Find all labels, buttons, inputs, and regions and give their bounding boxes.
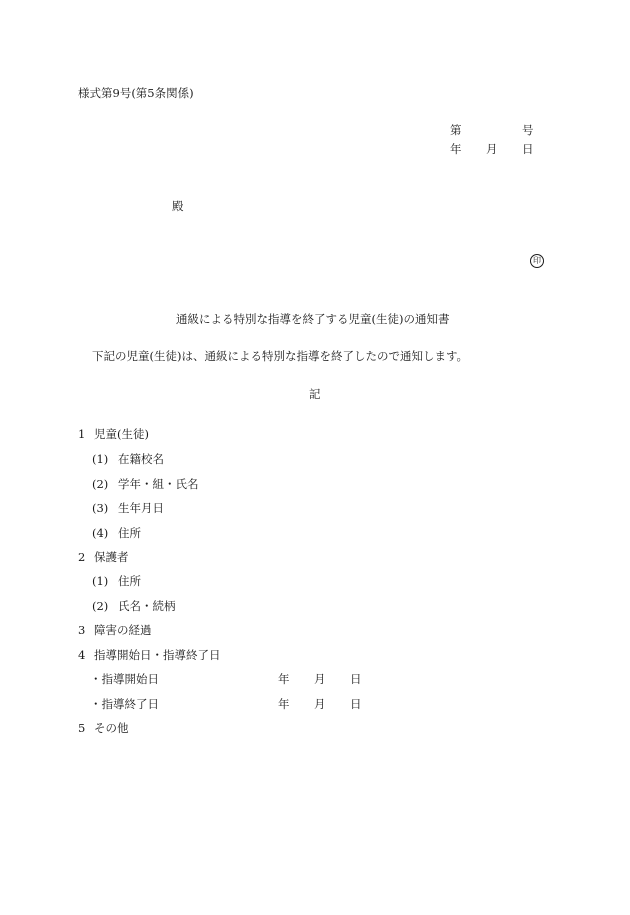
section-number: 5 xyxy=(78,721,86,735)
seal-mark: 印 xyxy=(530,254,544,268)
document-title: 通級による特別な指導を終了する児童(生徒)の通知書 xyxy=(176,312,450,326)
addressee-suffix: 殿 xyxy=(172,199,184,213)
item-label: 住所 xyxy=(118,574,141,588)
date-year: 年 xyxy=(450,142,462,156)
doc-number-prefix: 第 xyxy=(450,123,462,137)
section-number: 3 xyxy=(78,623,86,637)
item-label: 学年・組・氏名 xyxy=(118,477,199,491)
section-number: 1 xyxy=(78,427,86,441)
item-label: 在籍校名 xyxy=(118,452,164,466)
date-month: 月 xyxy=(486,142,498,156)
guidance-day: 日 xyxy=(350,697,362,711)
guidance-year: 年 xyxy=(278,697,290,711)
item-number: (1) xyxy=(92,574,109,588)
section-label: 児童(生徒) xyxy=(94,427,149,441)
item-number: (3) xyxy=(92,501,109,515)
item-number: (2) xyxy=(92,477,109,491)
section-label: 障害の経過 xyxy=(94,623,152,637)
guidance-label: ・指導開始日 xyxy=(90,672,159,686)
date-day: 日 xyxy=(522,142,534,156)
item-number: (4) xyxy=(92,526,109,540)
item-label: 住所 xyxy=(118,526,141,540)
section-number: 2 xyxy=(78,550,86,564)
guidance-month: 月 xyxy=(314,672,326,686)
guidance-month: 月 xyxy=(314,697,326,711)
section-label: 保護者 xyxy=(94,550,129,564)
item-label: 氏名・続柄 xyxy=(118,599,176,613)
form-label: 様式第9号(第5条関係) xyxy=(78,86,194,100)
section-label: 指導開始日・指導終了日 xyxy=(94,648,221,662)
item-number: (1) xyxy=(92,452,109,466)
item-label: 生年月日 xyxy=(118,501,164,515)
guidance-year: 年 xyxy=(278,672,290,686)
ki-heading: 記 xyxy=(309,387,321,401)
section-number: 4 xyxy=(78,648,86,662)
doc-number-suffix: 号 xyxy=(522,123,534,137)
item-number: (2) xyxy=(92,599,109,613)
intro-text: 下記の児童(生徒)は、通級による特別な指導を終了したので通知します。 xyxy=(92,349,469,363)
guidance-label: ・指導終了日 xyxy=(90,697,159,711)
guidance-day: 日 xyxy=(350,672,362,686)
section-label: その他 xyxy=(94,721,129,735)
